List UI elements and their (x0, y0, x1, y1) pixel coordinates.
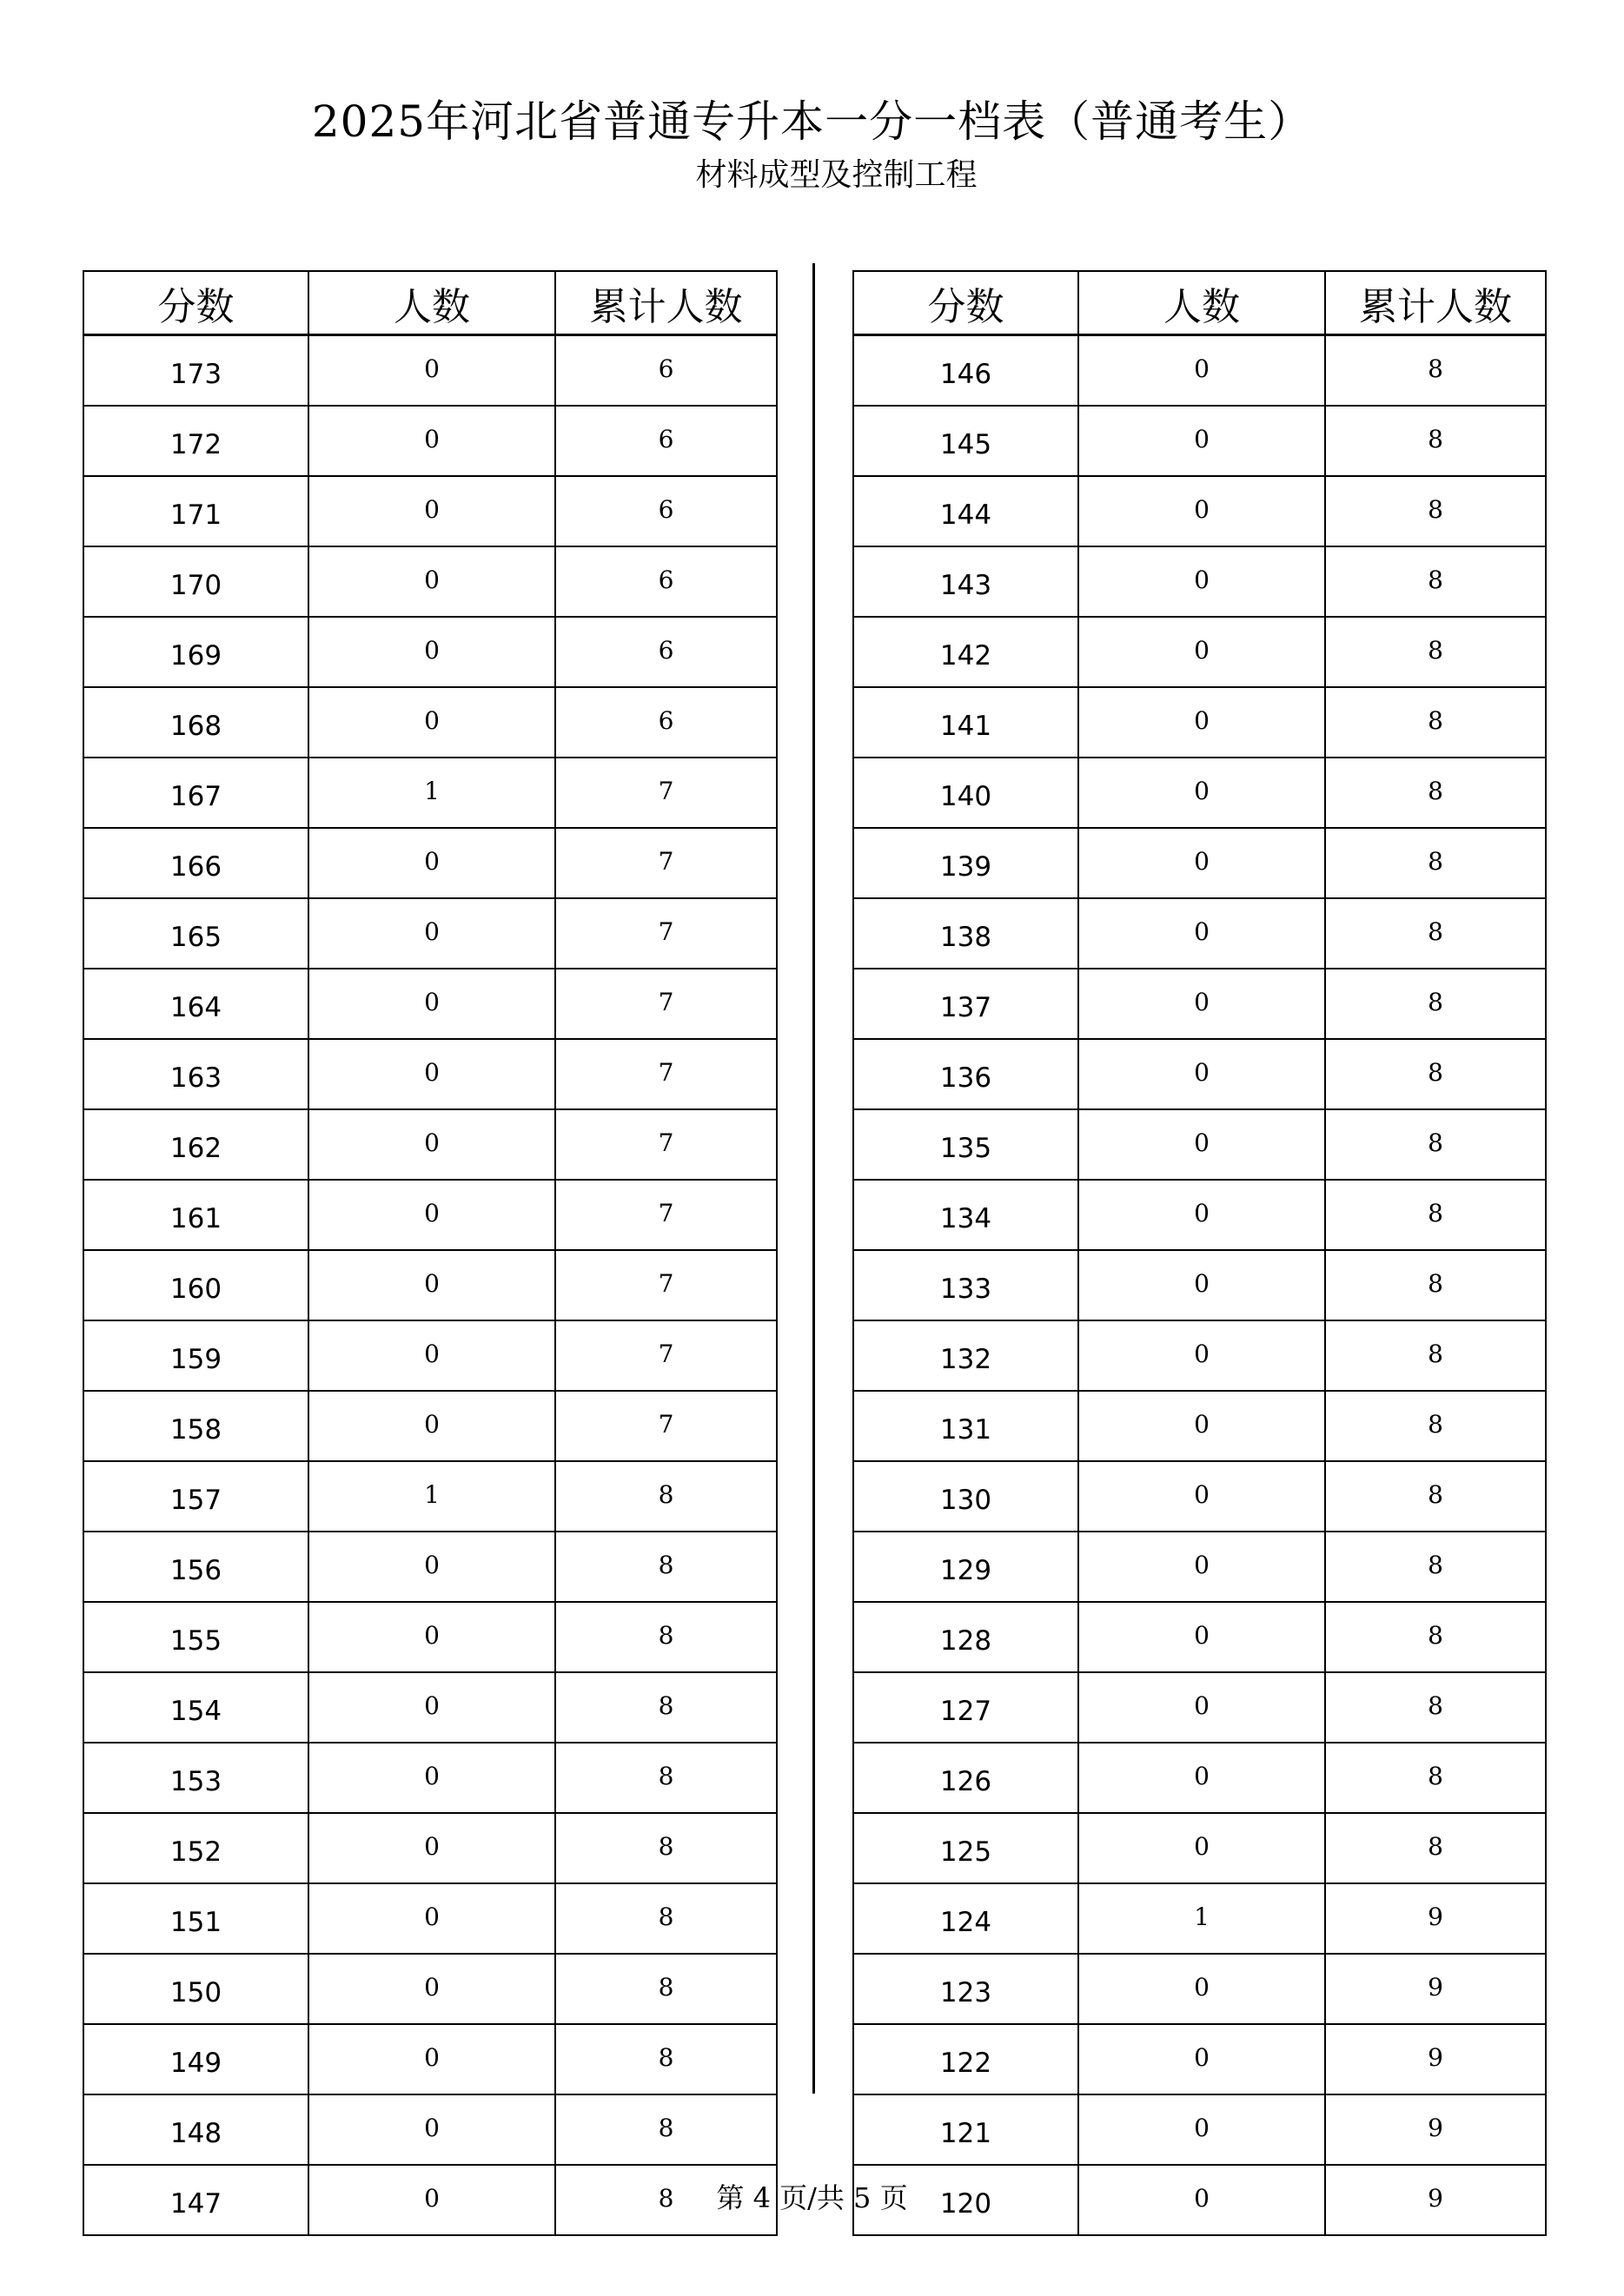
cell-cumulative: 8 (1325, 476, 1546, 546)
table-row (83, 1532, 777, 1602)
score-table-left (83, 270, 778, 2236)
cell-score: 153 (83, 1743, 308, 1813)
header-count: 人数 (308, 271, 555, 335)
table-row (83, 2024, 777, 2094)
table-row (83, 476, 777, 546)
cell-score: 171 (83, 476, 308, 546)
cell-cumulative: 8 (1325, 1109, 1546, 1180)
cell-cumulative: 6 (555, 476, 777, 546)
cell-cumulative: 8 (555, 1461, 777, 1532)
table-row (853, 1250, 1546, 1320)
table-row (853, 969, 1546, 1039)
table-row (853, 1180, 1546, 1250)
cell-cumulative: 7 (555, 1250, 777, 1320)
cell-cumulative: 8 (1325, 617, 1546, 687)
cell-count: 0 (308, 1109, 555, 1180)
cell-count: 0 (308, 898, 555, 969)
cell-score: 120 (853, 2165, 1078, 2235)
table-row (853, 1532, 1546, 1602)
cell-cumulative: 7 (555, 1109, 777, 1180)
cell-cumulative: 8 (1325, 1461, 1546, 1532)
table-row (853, 406, 1546, 476)
cell-score: 158 (83, 1391, 308, 1461)
cell-score: 123 (853, 1954, 1078, 2024)
cell-cumulative: 9 (1325, 2024, 1546, 2094)
cell-score: 144 (853, 476, 1078, 546)
cell-count: 0 (1078, 1672, 1325, 1743)
table-row (853, 2094, 1546, 2165)
cell-score: 155 (83, 1602, 308, 1672)
cell-count: 0 (308, 1672, 555, 1743)
cell-score: 141 (853, 687, 1078, 758)
header-score: 分数 (853, 271, 1078, 335)
cell-score: 130 (853, 1461, 1078, 1532)
cell-score: 124 (853, 1883, 1078, 1954)
cell-count: 0 (1078, 969, 1325, 1039)
table-row (83, 898, 777, 969)
cell-count: 0 (1078, 1039, 1325, 1109)
cell-score: 173 (83, 335, 308, 407)
cell-score: 140 (853, 758, 1078, 828)
cell-cumulative: 9 (1325, 2165, 1546, 2235)
table-row (83, 1672, 777, 1743)
cell-count: 0 (308, 476, 555, 546)
cell-cumulative: 8 (1325, 1602, 1546, 1672)
cell-cumulative: 7 (555, 1391, 777, 1461)
cell-score: 136 (853, 1039, 1078, 1109)
page-number: 第 4 页/共 5 页 (716, 2181, 908, 2214)
cell-cumulative: 8 (555, 2094, 777, 2165)
cell-cumulative: 6 (555, 617, 777, 687)
cell-cumulative: 8 (1325, 1320, 1546, 1391)
cell-score: 133 (853, 1250, 1078, 1320)
cell-score: 168 (83, 687, 308, 758)
header-count: 人数 (1078, 271, 1325, 335)
cell-score: 154 (83, 1672, 308, 1743)
table-row (83, 1461, 777, 1532)
cell-score: 167 (83, 758, 308, 828)
cell-cumulative: 9 (1325, 1883, 1546, 1954)
cell-count: 0 (1078, 1743, 1325, 1813)
table-row (83, 1602, 777, 1672)
header-cumulative: 累计人数 (555, 271, 777, 335)
cell-cumulative: 8 (555, 2024, 777, 2094)
cell-count: 0 (1078, 1813, 1325, 1883)
cell-score: 122 (853, 2024, 1078, 2094)
cell-score: 148 (83, 2094, 308, 2165)
cell-count: 0 (308, 1954, 555, 2024)
cell-count: 0 (1078, 1461, 1325, 1532)
cell-score: 143 (853, 546, 1078, 617)
cell-cumulative: 8 (1325, 687, 1546, 758)
table-row (83, 1320, 777, 1391)
table-row (83, 1109, 777, 1180)
cell-count: 0 (308, 2024, 555, 2094)
page-footer (0, 2176, 1624, 2216)
cell-count: 0 (1078, 406, 1325, 476)
cell-cumulative: 8 (555, 1602, 777, 1672)
cell-cumulative: 8 (1325, 1813, 1546, 1883)
cell-cumulative: 7 (555, 758, 777, 828)
table-row (853, 1602, 1546, 1672)
cell-cumulative: 6 (555, 687, 777, 758)
table-row (83, 546, 777, 617)
cell-count: 0 (1078, 1250, 1325, 1320)
table-row (83, 335, 777, 407)
table-row (83, 1743, 777, 1813)
cell-cumulative: 7 (555, 1180, 777, 1250)
score-table-right (852, 270, 1547, 2236)
table-row (853, 1883, 1546, 1954)
cell-score: 126 (853, 1743, 1078, 1813)
cell-count: 0 (308, 617, 555, 687)
cell-cumulative: 8 (1325, 1532, 1546, 1602)
column-divider (812, 263, 815, 2094)
cell-count: 0 (308, 1250, 555, 1320)
table-row (853, 758, 1546, 828)
cell-cumulative: 8 (555, 1813, 777, 1883)
cell-cumulative: 8 (555, 1743, 777, 1813)
table-row (853, 476, 1546, 546)
cell-cumulative: 8 (1325, 335, 1546, 407)
table-row (853, 898, 1546, 969)
cell-count: 0 (1078, 687, 1325, 758)
cell-score: 138 (853, 898, 1078, 969)
table-row (853, 1672, 1546, 1743)
table-row (853, 546, 1546, 617)
cell-cumulative: 8 (1325, 828, 1546, 898)
cell-count: 0 (1078, 2094, 1325, 2165)
cell-count: 0 (1078, 758, 1325, 828)
cell-score: 152 (83, 1813, 308, 1883)
cell-count: 0 (308, 1602, 555, 1672)
table-row (853, 1954, 1546, 2024)
table-row (83, 2094, 777, 2165)
table-row (853, 335, 1546, 407)
cell-count: 0 (308, 546, 555, 617)
cell-count: 1 (308, 758, 555, 828)
cell-score: 161 (83, 1180, 308, 1250)
cell-count: 0 (308, 1180, 555, 1250)
cell-count: 0 (308, 828, 555, 898)
cell-count: 0 (1078, 1109, 1325, 1180)
table-row (83, 1180, 777, 1250)
table-row (83, 1813, 777, 1883)
cell-score: 139 (853, 828, 1078, 898)
table-row (83, 969, 777, 1039)
cell-cumulative: 8 (1325, 1391, 1546, 1461)
table-row (83, 1250, 777, 1320)
cell-cumulative: 8 (1325, 1180, 1546, 1250)
cell-count: 0 (308, 1039, 555, 1109)
table-row (853, 1109, 1546, 1180)
cell-score: 169 (83, 617, 308, 687)
cell-score: 160 (83, 1250, 308, 1320)
cell-cumulative: 9 (1325, 2094, 1546, 2165)
cell-score: 131 (853, 1391, 1078, 1461)
cell-score: 135 (853, 1109, 1078, 1180)
cell-score: 145 (853, 406, 1078, 476)
cell-cumulative: 7 (555, 898, 777, 969)
cell-count: 0 (308, 687, 555, 758)
cell-score: 172 (83, 406, 308, 476)
cell-count: 1 (308, 1461, 555, 1532)
page-subtitle: 材料成型及控制工程 (695, 157, 978, 193)
cell-count: 0 (1078, 1954, 1325, 2024)
cell-cumulative: 8 (1325, 758, 1546, 828)
cell-score: 166 (83, 828, 308, 898)
table-row (83, 1954, 777, 2024)
cell-score: 165 (83, 898, 308, 969)
table-row (83, 828, 777, 898)
cell-score: 121 (853, 2094, 1078, 2165)
table-row (83, 1883, 777, 1954)
cell-count: 0 (308, 1813, 555, 1883)
cell-count: 0 (308, 1320, 555, 1391)
cell-score: 132 (853, 1320, 1078, 1391)
cell-cumulative: 8 (1325, 1672, 1546, 1743)
table-row (83, 1391, 777, 1461)
table-header-row (83, 271, 777, 335)
cell-count: 1 (1078, 1883, 1325, 1954)
cell-cumulative: 7 (555, 1039, 777, 1109)
cell-score: 151 (83, 1883, 308, 1954)
table-row (83, 758, 777, 828)
cell-score: 137 (853, 969, 1078, 1039)
cell-count: 0 (308, 406, 555, 476)
cell-score: 159 (83, 1320, 308, 1391)
cell-count: 0 (308, 1532, 555, 1602)
cell-cumulative: 8 (555, 1954, 777, 2024)
cell-score: 162 (83, 1109, 308, 1180)
cell-count: 0 (1078, 1391, 1325, 1461)
table-row (853, 687, 1546, 758)
cell-score: 164 (83, 969, 308, 1039)
cell-score: 142 (853, 617, 1078, 687)
cell-score: 147 (83, 2165, 308, 2235)
cell-score: 134 (853, 1180, 1078, 1250)
cell-count: 0 (308, 969, 555, 1039)
cell-count: 0 (1078, 546, 1325, 617)
cell-cumulative: 8 (555, 1883, 777, 1954)
cell-cumulative: 8 (1325, 969, 1546, 1039)
header-cumulative: 累计人数 (1325, 271, 1546, 335)
cell-count: 0 (1078, 335, 1325, 407)
table-row (853, 1391, 1546, 1461)
cell-count: 0 (308, 1391, 555, 1461)
table-row (853, 617, 1546, 687)
cell-cumulative: 7 (555, 828, 777, 898)
cell-count: 0 (1078, 898, 1325, 969)
cell-count: 0 (1078, 1320, 1325, 1391)
cell-score: 170 (83, 546, 308, 617)
cell-score: 157 (83, 1461, 308, 1532)
cell-score: 125 (853, 1813, 1078, 1883)
table-row (83, 406, 777, 476)
cell-score: 128 (853, 1602, 1078, 1672)
page-title: 2025年河北省普通专升本一分一档表（普通考生） (311, 96, 1313, 147)
cell-cumulative: 6 (555, 406, 777, 476)
cell-cumulative: 8 (1325, 406, 1546, 476)
cell-score: 149 (83, 2024, 308, 2094)
cell-score: 156 (83, 1532, 308, 1602)
cell-count: 0 (1078, 2024, 1325, 2094)
cell-cumulative: 8 (1325, 1743, 1546, 1813)
cell-count: 0 (1078, 1532, 1325, 1602)
cell-cumulative: 7 (555, 969, 777, 1039)
cell-count: 0 (1078, 617, 1325, 687)
table-row (853, 1320, 1546, 1391)
header-score: 分数 (83, 271, 308, 335)
cell-count: 0 (1078, 476, 1325, 546)
cell-cumulative: 8 (1325, 1250, 1546, 1320)
cell-cumulative: 8 (1325, 898, 1546, 969)
table-header-row (853, 271, 1546, 335)
cell-cumulative: 8 (555, 1672, 777, 1743)
cell-score: 146 (853, 335, 1078, 407)
cell-score: 163 (83, 1039, 308, 1109)
cell-count: 0 (1078, 828, 1325, 898)
cell-count: 0 (308, 1743, 555, 1813)
cell-score: 150 (83, 1954, 308, 2024)
cell-score: 127 (853, 1672, 1078, 1743)
cell-cumulative: 8 (555, 2165, 777, 2235)
cell-count: 0 (1078, 1602, 1325, 1672)
table-row (853, 1743, 1546, 1813)
table-row (853, 2024, 1546, 2094)
table-row (853, 828, 1546, 898)
cell-cumulative: 9 (1325, 1954, 1546, 2024)
cell-cumulative: 8 (1325, 1039, 1546, 1109)
table-row (853, 1461, 1546, 1532)
cell-cumulative: 8 (555, 1532, 777, 1602)
cell-cumulative: 6 (555, 546, 777, 617)
cell-count: 0 (1078, 1180, 1325, 1250)
table-row (853, 1039, 1546, 1109)
cell-cumulative: 8 (1325, 546, 1546, 617)
cell-cumulative: 6 (555, 335, 777, 407)
table-row (853, 1813, 1546, 1883)
table-row (83, 617, 777, 687)
cell-count: 0 (308, 335, 555, 407)
cell-count: 0 (308, 2165, 555, 2235)
cell-count: 0 (308, 1883, 555, 1954)
table-row (83, 1039, 777, 1109)
cell-count: 0 (1078, 2165, 1325, 2235)
cell-cumulative: 7 (555, 1320, 777, 1391)
cell-count: 0 (308, 2094, 555, 2165)
cell-score: 129 (853, 1532, 1078, 1602)
table-row (83, 687, 777, 758)
